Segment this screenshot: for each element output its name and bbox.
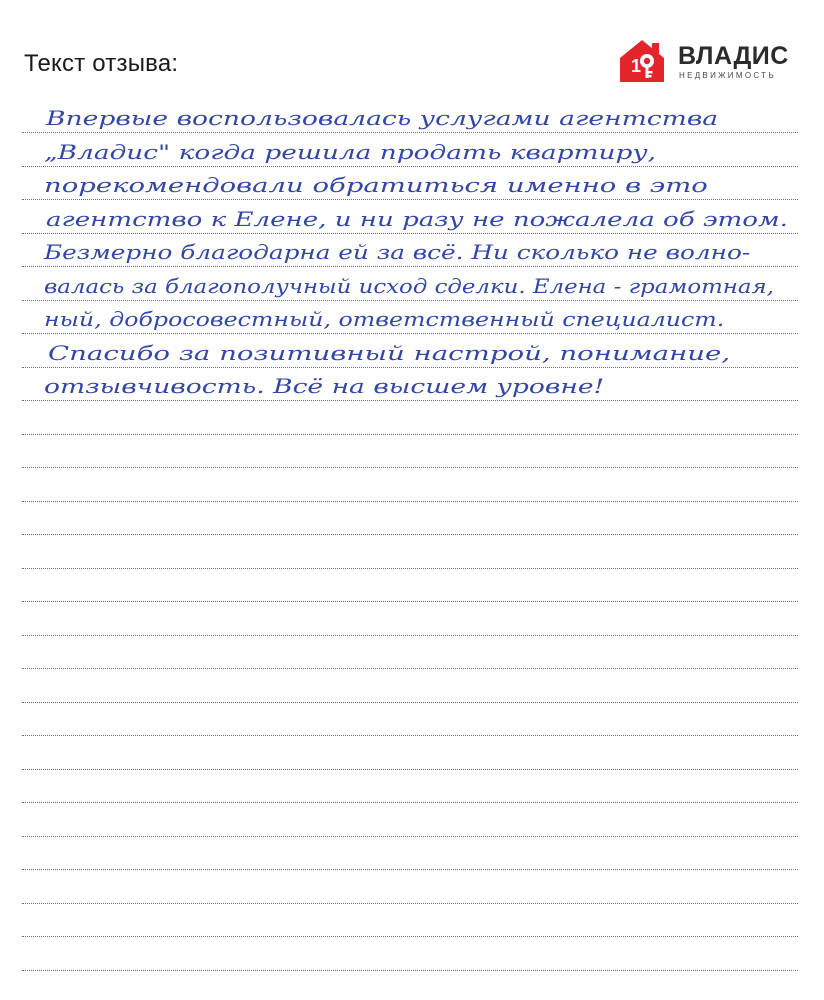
ruled-line xyxy=(22,266,798,267)
ruled-line xyxy=(22,434,798,435)
logo-subtitle: НЕДВИЖИМОСТЬ xyxy=(679,71,776,80)
ruled-line xyxy=(22,233,798,234)
review-line: „Владис" когда решила продать квартиру, xyxy=(44,139,657,164)
ruled-line xyxy=(22,802,798,803)
review-line: ный, добросовестный, ответственный специалист. xyxy=(44,307,725,331)
ruled-line xyxy=(22,367,798,368)
ruled-line xyxy=(22,635,798,636)
ruled-line xyxy=(22,735,798,736)
ruled-line xyxy=(22,668,798,669)
ruled-line xyxy=(22,166,798,167)
ruled-line xyxy=(22,836,798,837)
ruled-line xyxy=(22,534,798,535)
review-line: отзывчивость. Всё на высшем уровне! xyxy=(44,374,605,398)
review-line: Безмерно благодарна ей за всё. Ни сколько не волно- xyxy=(44,240,751,264)
ruled-line xyxy=(22,903,798,904)
logo-name: ВЛАДИС xyxy=(678,42,789,70)
ruled-line xyxy=(22,568,798,569)
review-line: Спасибо за позитивный настрой, понимание, xyxy=(48,340,731,365)
ruled-line xyxy=(22,333,798,334)
review-line: порекомендовали обратиться именно в это xyxy=(44,173,708,197)
review-line: агентство к Елене, и ни разу не пожалела об этом. xyxy=(46,206,788,231)
ruled-line xyxy=(22,467,798,468)
ruled-line xyxy=(22,501,798,502)
ruled-line xyxy=(22,400,798,401)
ruled-line xyxy=(22,199,798,200)
ruled-line xyxy=(22,869,798,870)
page-title: Текст отзыва: xyxy=(24,50,179,77)
ruled-line xyxy=(22,970,798,971)
ruled-line xyxy=(22,769,798,770)
ruled-line xyxy=(22,702,798,703)
review-line: Впервые воспользовалась услугами агентства xyxy=(46,106,719,130)
ruled-line xyxy=(22,936,798,937)
review-line: валась за благополучный исход сделки. Елена - грамотная, xyxy=(44,273,774,298)
ruled-line xyxy=(22,300,798,301)
logo-badge-number: 1 xyxy=(631,56,642,76)
ruled-line xyxy=(22,601,798,602)
ruled-line xyxy=(22,132,798,133)
